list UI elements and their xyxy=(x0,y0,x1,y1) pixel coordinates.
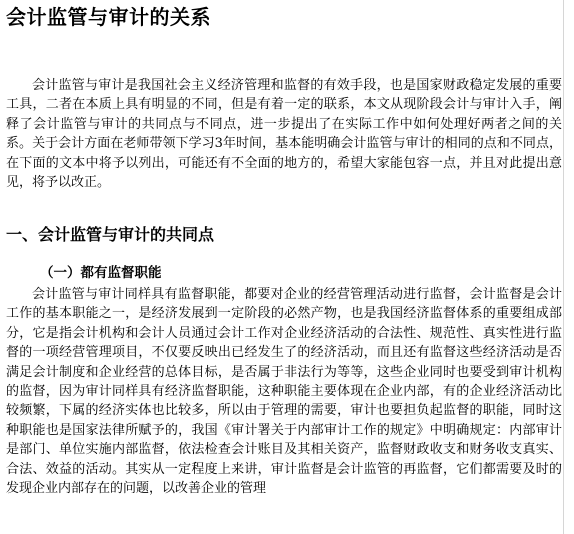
intro-paragraph: 会计监管与审计是我国社会主义经济管理和监督的有效手段，也是国家财政稳定发展的重要工具，二者在本质上具有明显的不同，但是有着一定的联系，本文从现阶段会计与审计入手，阐释了会计监管与审计的共同点与不同点，进一步提出了在实际工作中如何处理好两者之间的关系。关于会计方面在老师带领下学习3年时间，基本能明确会计监管与审计的相同的点和不同点，在下面的文本中将予以列出，可能还有不全面的地方的，希望大家能包容一点，并且对此提出意见，将予以改正。 xyxy=(6,78,562,191)
page-title: 会计监管与审计的关系 xyxy=(6,5,211,29)
section-heading: 一、会计监管与审计的共同点 xyxy=(6,225,215,244)
subsection-paragraph: 会计监管与审计同样具有监督职能，都要对企业的经营管理活动进行监督，会计监督是会计工作的基本职能之一，是经济发展到一定阶段的必然产物，也是我国经济监督体系的重要组成部分，它是指会计机构和会计人员通过会计工作对企业经济活动的合法性、规范性、真实性进行监督的一项经营管理项目，不仅要反映出已经发生了的经济活动，而且还有监督这些经济活动是否满足会计制度和企业经营的总体目标，是否属于非法行为等等，这些企业同时也要受到审计机构的监督，因为审计同样具有经济监督职能，这种职能主要体现在企业内部，有的企业经济活动比较频繁，下属的经济实体也比较多，所以由于管理的需要，审计也要担负起监督的职能，同时这种职能也是国家法律所赋予的，我国《审计署关于内部审计工作的规定》中明确规定：内部审计是部门、单位实施内部监督，依法检查会计账目及其相关资产，监督财政收支和财务收支真实、合法、效益的活动。其实从一定程度上来讲，审计监督是会计监管的再监督，它们都需要及时的发现企业内部存在的问题，以改善企业的管理 xyxy=(6,287,562,497)
scrollbar[interactable] xyxy=(563,0,574,534)
subsection-heading: （一）都有监督职能 xyxy=(40,265,162,281)
